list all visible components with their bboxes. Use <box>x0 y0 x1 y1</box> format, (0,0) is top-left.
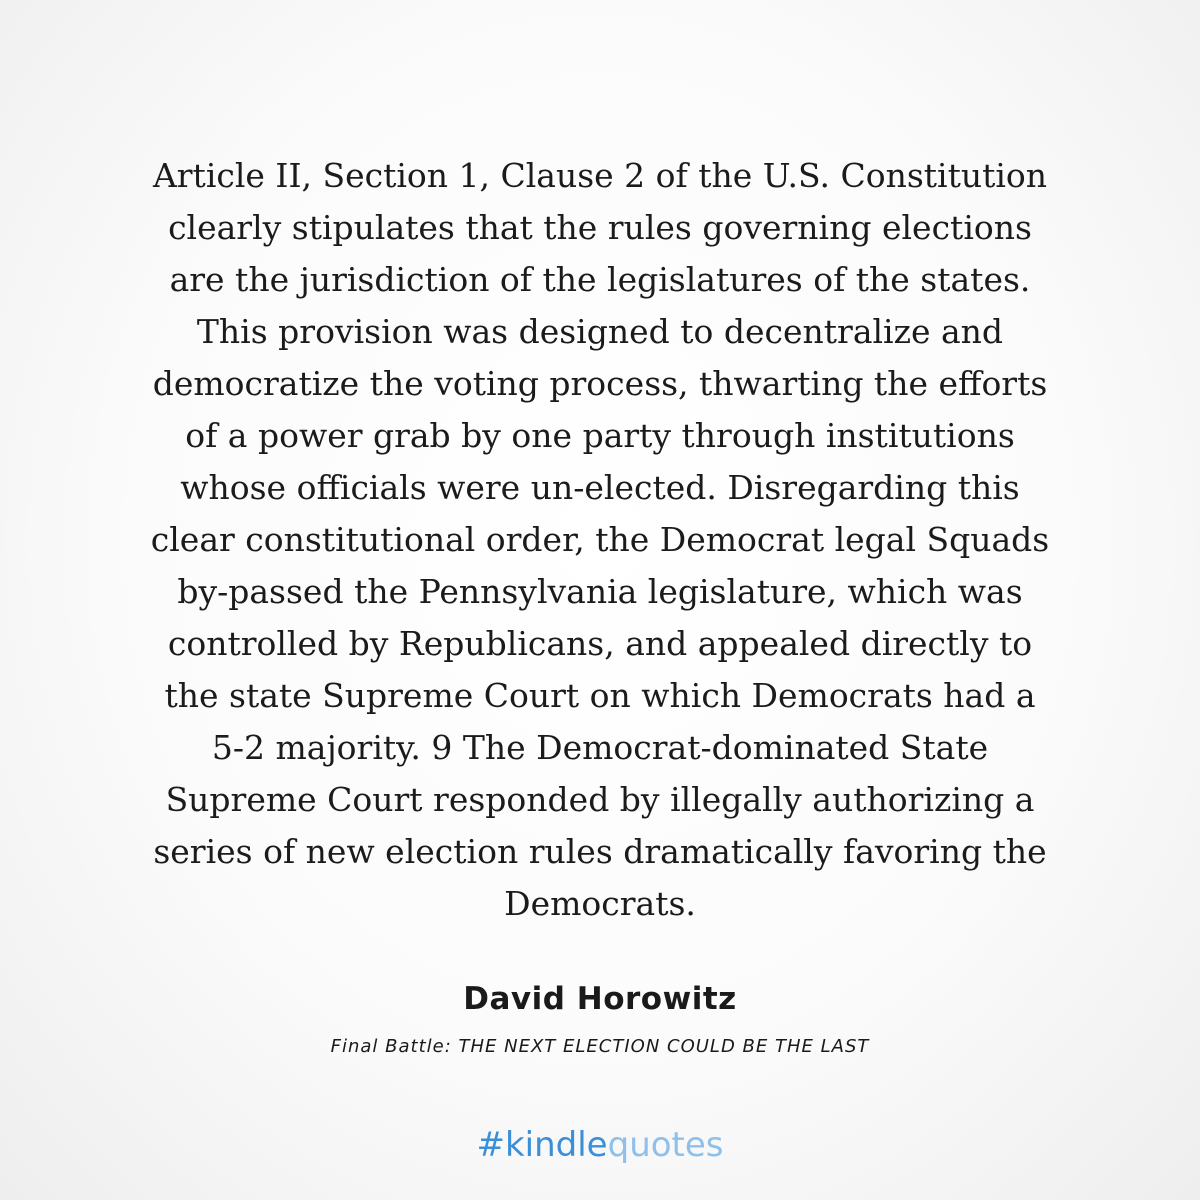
book-title: Final Battle: THE NEXT ELECTION COULD BE THE LAST <box>330 1036 870 1057</box>
quote-line: clear constitutional order, the Democrat legal Squads <box>150 520 1050 559</box>
quote-line: 5-2 majority. 9 The Democrat-dominated State <box>211 728 989 767</box>
quote-line: controlled by Republicans, and appealed directly to <box>167 624 1033 663</box>
quote-line: This provision was designed to decentralize and <box>196 312 1004 351</box>
quote-line: by-passed the Pennsylvania legislature, which was <box>177 572 1023 611</box>
quote-line: democratize the voting process, thwarting the efforts <box>152 364 1048 403</box>
quote-line: Article II, Section 1, Clause 2 of the U.S. Constitution <box>152 156 1048 195</box>
quote-line: Democrats. <box>504 884 696 923</box>
author-name: David Horowitz <box>463 981 737 1017</box>
quote-line: clearly stipulates that the rules governing elections <box>168 208 1032 247</box>
hashtag-suffix: quotes <box>607 1125 724 1165</box>
quote-line: Supreme Court responded by illegally authorizing a <box>165 780 1035 819</box>
quote-line: series of new election rules dramatically favoring the <box>153 832 1047 871</box>
quote-line: are the jurisdiction of the legislatures of the states. <box>169 260 1031 299</box>
quote-line: whose officials were un-elected. Disregarding this <box>180 468 1020 507</box>
quote-line: of a power grab by one party through institutions <box>185 416 1015 455</box>
quote-text <box>80 150 1120 930</box>
quote-line: the state Supreme Court on which Democrats had a <box>164 676 1036 715</box>
attribution <box>0 977 1200 1069</box>
hashtag-prefix: #kindle <box>476 1125 608 1165</box>
kindlequotes-hashtag[interactable] <box>0 1122 1200 1168</box>
